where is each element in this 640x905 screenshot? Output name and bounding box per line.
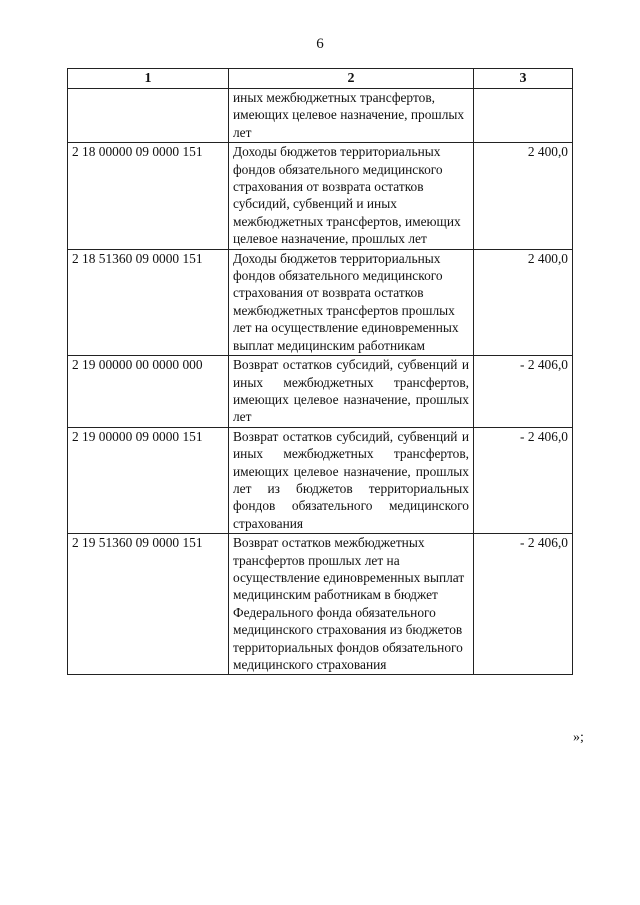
budget-code: 2 19 51360 09 0000 151 xyxy=(68,534,229,675)
table-header-row xyxy=(68,69,573,89)
budget-code: 2 19 00000 00 0000 000 xyxy=(68,356,229,428)
budget-item-name: Возврат остатков субсидий, субвенций и иных межбюджетных трансфертов, имеющих целевое назначение, прошлых лет xyxy=(229,356,474,428)
table-row xyxy=(68,89,573,143)
budget-item-name: иных межбюджетных трансфертов, имеющих целевое назначение, прошлых лет xyxy=(229,89,474,143)
budget-amount: - 2 406,0 xyxy=(474,427,573,533)
budget-item-name: Доходы бюджетов территориальных фондов обязательного медицинского страхования от возврата остатков субсидий, субвенций и иных межбюджетных трансфертов, имеющих целевое назначение, прошлых лет xyxy=(229,143,474,249)
table-row xyxy=(68,143,573,249)
column-header-code: 1 xyxy=(68,69,229,89)
closing-quote-mark: »; xyxy=(573,730,584,745)
budget-item-name: Возврат остатков межбюджетных трансфертов прошлых лет на осуществление единовременных выплат медицинским работникам в бюджет Федерального фонда обязательного медицинского страхования из бюджетов территориальных фондов обязательного медицинского страхования xyxy=(229,534,474,675)
budget-code: 2 18 00000 09 0000 151 xyxy=(68,143,229,249)
budget-item-name: Возврат остатков субсидий, субвенций и иных межбюджетных трансфертов, имеющих целевое назначение, прошлых лет из бюджетов территориальных фондов обязательного медицинского страхования xyxy=(229,427,474,533)
page-number: 6 xyxy=(316,36,324,52)
column-header-name: 2 xyxy=(229,69,474,89)
table-row xyxy=(68,427,573,533)
budget-amount: 2 400,0 xyxy=(474,249,573,355)
budget-amount: - 2 406,0 xyxy=(474,534,573,675)
budget-item-name: Доходы бюджетов территориальных фондов обязательного медицинского страхования от возврата остатков межбюджетных трансфертов прошлых лет на осуществление единовременных выплат медицинским работникам xyxy=(229,249,474,355)
budget-amount: - 2 406,0 xyxy=(474,356,573,428)
table-row xyxy=(68,356,573,428)
budget-code xyxy=(68,89,229,143)
budget-code: 2 18 51360 09 0000 151 xyxy=(68,249,229,355)
budget-table xyxy=(67,68,573,675)
budget-code: 2 19 00000 09 0000 151 xyxy=(68,427,229,533)
budget-amount: 2 400,0 xyxy=(474,143,573,249)
table-row xyxy=(68,534,573,675)
table-row xyxy=(68,249,573,355)
column-header-amount: 3 xyxy=(474,69,573,89)
budget-amount xyxy=(474,89,573,143)
